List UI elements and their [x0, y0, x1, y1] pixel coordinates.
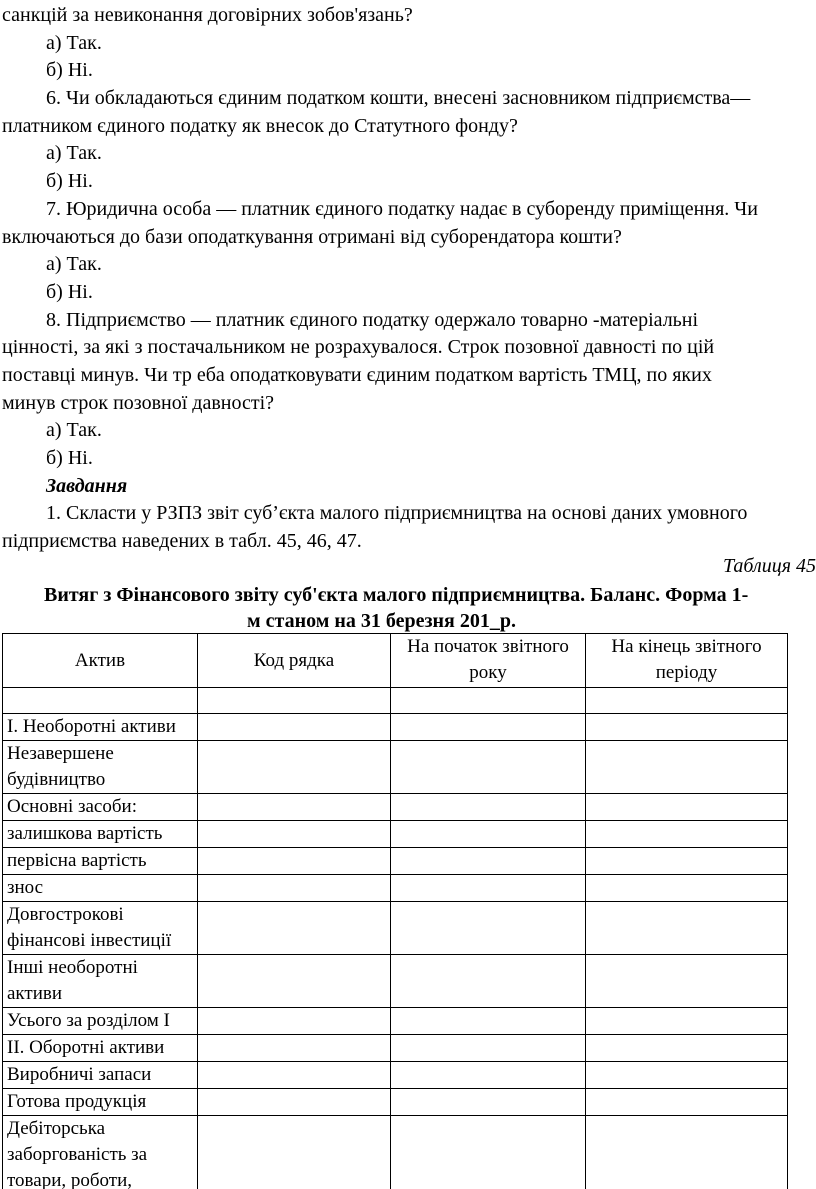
answer-option: б) Ні. — [46, 170, 93, 192]
question-7: 7. Юридична особа — платник єдиного податку надає в суборенду приміщення. Чи — [46, 198, 758, 220]
cell-start — [391, 1035, 586, 1062]
table-title-line1: Витяг з Фінансового звіту суб'єкта малого підприємництва. Баланс. Форма 1- — [44, 584, 749, 606]
cell-start — [391, 1116, 586, 1189]
table-row — [3, 1062, 788, 1089]
row-label: Довгострокові фінансові інвестиції — [3, 902, 198, 955]
row-label: Усього за розділом І — [3, 1008, 198, 1035]
cell-end — [586, 741, 788, 794]
cell-code — [198, 1089, 391, 1116]
cell-start — [391, 1089, 586, 1116]
answer-option: а) Так. — [46, 142, 102, 164]
cell-start — [391, 688, 586, 714]
cell-code — [198, 821, 391, 848]
cell-code — [198, 875, 391, 902]
cell-end — [586, 1035, 788, 1062]
table-header-row — [3, 634, 788, 688]
table-row — [3, 821, 788, 848]
answer-option: а) Так. — [46, 419, 102, 441]
question-6: 6. Чи обкладаються єдиним податком кошти, внесені засновником підприємства— — [46, 87, 751, 109]
table-row — [3, 875, 788, 902]
table-row — [3, 794, 788, 821]
cell-code — [198, 902, 391, 955]
cell-code — [198, 741, 391, 794]
cell-end — [586, 714, 788, 741]
row-label: І. Необоротні активи — [3, 714, 198, 741]
section-heading: Завдання — [46, 475, 128, 497]
cell-code — [198, 688, 391, 714]
table-row — [3, 902, 788, 955]
cell-start — [391, 1008, 586, 1035]
cell-end — [586, 688, 788, 714]
question-6-cont: платником єдиного податку як внесок до Статутного фонду? — [2, 115, 518, 137]
question-8-cont: поставці минув. Чи тр еба оподатковувати єдиним податком вартість ТМЦ, по яких — [2, 364, 712, 386]
table-row — [3, 1035, 788, 1062]
table-row — [3, 688, 788, 714]
row-label: знос — [3, 875, 198, 902]
table-title-line2: м станом на 31 березня 201_р. — [247, 610, 516, 632]
cell-code — [198, 1116, 391, 1189]
header-line-code: Код рядка — [198, 634, 391, 688]
header-asset: Актив — [3, 634, 198, 688]
answer-option: б) Ні. — [46, 447, 93, 469]
cell-start — [391, 848, 586, 875]
table-row — [3, 1089, 788, 1116]
cell-end — [586, 955, 788, 1008]
cell-end — [586, 848, 788, 875]
row-label: ІІ. Оборотні активи — [3, 1035, 198, 1062]
cell-code — [198, 714, 391, 741]
row-label: Незавершене будівництво — [3, 741, 198, 794]
cell-start — [391, 714, 586, 741]
task-1-cont: підприємства наведених в табл. 45, 46, 47. — [2, 530, 362, 552]
cell-start — [391, 955, 586, 1008]
cell-start — [391, 821, 586, 848]
cell-start — [391, 741, 586, 794]
table-row — [3, 848, 788, 875]
task-1: 1. Скласти у РЗПЗ звіт суб’єкта малого підприємництва на основі даних умовного — [46, 502, 748, 524]
row-label: залишкова вартість — [3, 821, 198, 848]
cell-end — [586, 1089, 788, 1116]
cell-start — [391, 794, 586, 821]
cell-code — [198, 955, 391, 1008]
cell-end — [586, 902, 788, 955]
row-label: Дебіторська заборгованість за товари, роботи, — [3, 1116, 198, 1189]
cell-code — [198, 1008, 391, 1035]
row-label: Основні засоби: — [3, 794, 198, 821]
row-label: первісна вартість — [3, 848, 198, 875]
header-start-of-year: На початок звітного року — [391, 634, 586, 688]
cell-code — [198, 794, 391, 821]
cell-end — [586, 821, 788, 848]
cell-end — [586, 1008, 788, 1035]
cell-code — [198, 848, 391, 875]
answer-option: а) Так. — [46, 253, 102, 275]
table-row — [3, 955, 788, 1008]
cell-start — [391, 1062, 586, 1089]
question-8-cont: минув строк позовної давності? — [2, 392, 275, 414]
table-row — [3, 1116, 788, 1189]
table-row — [3, 714, 788, 741]
answer-option: б) Ні. — [46, 281, 93, 303]
paragraph-line: санкцій за невиконання договірних зобов'язань? — [2, 4, 413, 26]
cell-code — [198, 1035, 391, 1062]
cell-end — [586, 875, 788, 902]
row-label: Готова продукція — [3, 1089, 198, 1116]
question-7-cont: включаються до бази оподаткування отримані від суборендатора кошти? — [2, 226, 622, 248]
row-label — [3, 688, 198, 714]
balance-table — [2, 633, 788, 1189]
row-label: Інші необоротні активи — [3, 955, 198, 1008]
cell-start — [391, 875, 586, 902]
table-caption: Таблиця 45 — [723, 555, 816, 577]
question-8: 8. Підприємство — платник єдиного податку одержало товарно -матеріальні — [46, 309, 699, 331]
answer-option: а) Так. — [46, 32, 102, 54]
table-row — [3, 741, 788, 794]
cell-code — [198, 1062, 391, 1089]
answer-option: б) Ні. — [46, 59, 93, 81]
cell-end — [586, 794, 788, 821]
row-label: Виробничі запаси — [3, 1062, 198, 1089]
question-8-cont: цінності, за які з постачальником не розрахувалося. Строк позовної давності по цій — [2, 336, 715, 358]
cell-start — [391, 902, 586, 955]
cell-end — [586, 1116, 788, 1189]
header-end-of-period: На кінець звітного періоду — [586, 634, 788, 688]
cell-end — [586, 1062, 788, 1089]
table-row — [3, 1008, 788, 1035]
